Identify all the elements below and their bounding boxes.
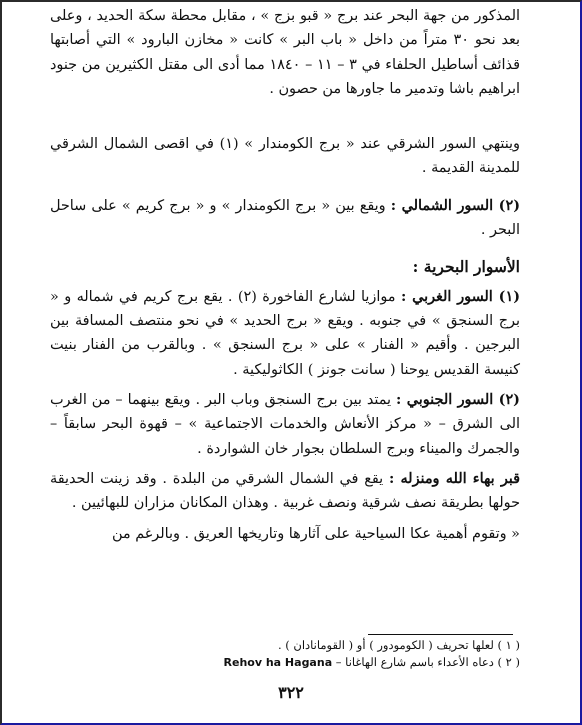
footnote-2-arabic: ( ٢ ) دعاه الأعداء باسم شارع الهاغانا – (335, 655, 520, 669)
paragraph-bahaullah (50, 467, 520, 516)
paragraph-north-wall (50, 194, 520, 243)
section-heading: الأسوار البحرية : (412, 256, 520, 276)
footnote-2 (50, 654, 520, 671)
paragraph-east-wall: المذكور من جهة البحر عند برج « قبو بزج » ، مقابل محطة سكة الحديد ، وعلى بعد نحو ٣٠ متراً من داخل « باب البر » كانت « مخازن البارود » التي أصابتها قذائف أساطيل الحلفاء في ٣ – ١١ – ١٨٤٠ مما أدى الى مقتل الكثيرين من جنود ابراهيم باشا وتدمير ما جاورها من حصون . (50, 8, 520, 97)
paragraph-south-wall (50, 388, 520, 461)
paragraph-east-wall-end: وينتهي السور الشرقي عند « برج الكومندار » (١) في اقصى الشمال الشرقي للمدينة القديمة . (50, 136, 520, 177)
footnote-2-latin: Rehov ha Hagana (223, 656, 333, 669)
west-wall-text: موازيا لشارع الفاخورة (٢) . يقع برج كريم في شماله و « برج السنجق » في جنوبه . ويقع « برج الحديد » في نحو منتصف المسافة بين البرجين . وأقيم « الفنار » على « برج السنجق » . وبالقرب من الفنار بنيت كنيسة القديس يوحنا ( سانت جونز ) الكاثوليكية . (50, 288, 520, 378)
page-number: ٣٢٢ (278, 683, 304, 702)
bahaullah-text: يقع في الشمال الشرقي من البلدة . وقد زينت الحديقة حولها بطريقة نصف شرقية ونصف غربية . وهذان المكانان مزاران للبهائيين . (50, 470, 520, 512)
paragraph-tourism: « وتقوم أهمية عكا السياحية على آثارها وتاريخها العريق . وبالرغم من (111, 525, 520, 542)
south-wall-label: (٢) السور الجنوبي : (396, 391, 520, 409)
document-page (50, 4, 520, 546)
north-wall-text: ويقع بين « برج الكومندار » و « برج كريم » على ساحل البحر . (50, 198, 520, 239)
footnotes (50, 637, 520, 671)
paragraph-west-wall (50, 285, 520, 382)
bahaullah-label: قبر بهاء الله ومنزله : (388, 469, 520, 487)
west-wall-label: (١) السور الغربي : (400, 287, 520, 305)
north-wall-label: (٢) السور الشمالي : (390, 197, 520, 214)
footnote-divider (368, 634, 513, 635)
footnote-1: ( ١ ) لعلها تحريف ( الكومودور ) أو ( القومانادان ) . (277, 638, 520, 652)
south-wall-text: يمتد بين برج السنجق وباب البر . ويقع بينهما – من الغرب الى الشرق – « مركز الأنعاش والخدمات الاجتماعية » – قهوة البحر سابقاً – والجمرك والميناء وبرج السلطان بجوار خان الشواردة . (50, 392, 520, 457)
